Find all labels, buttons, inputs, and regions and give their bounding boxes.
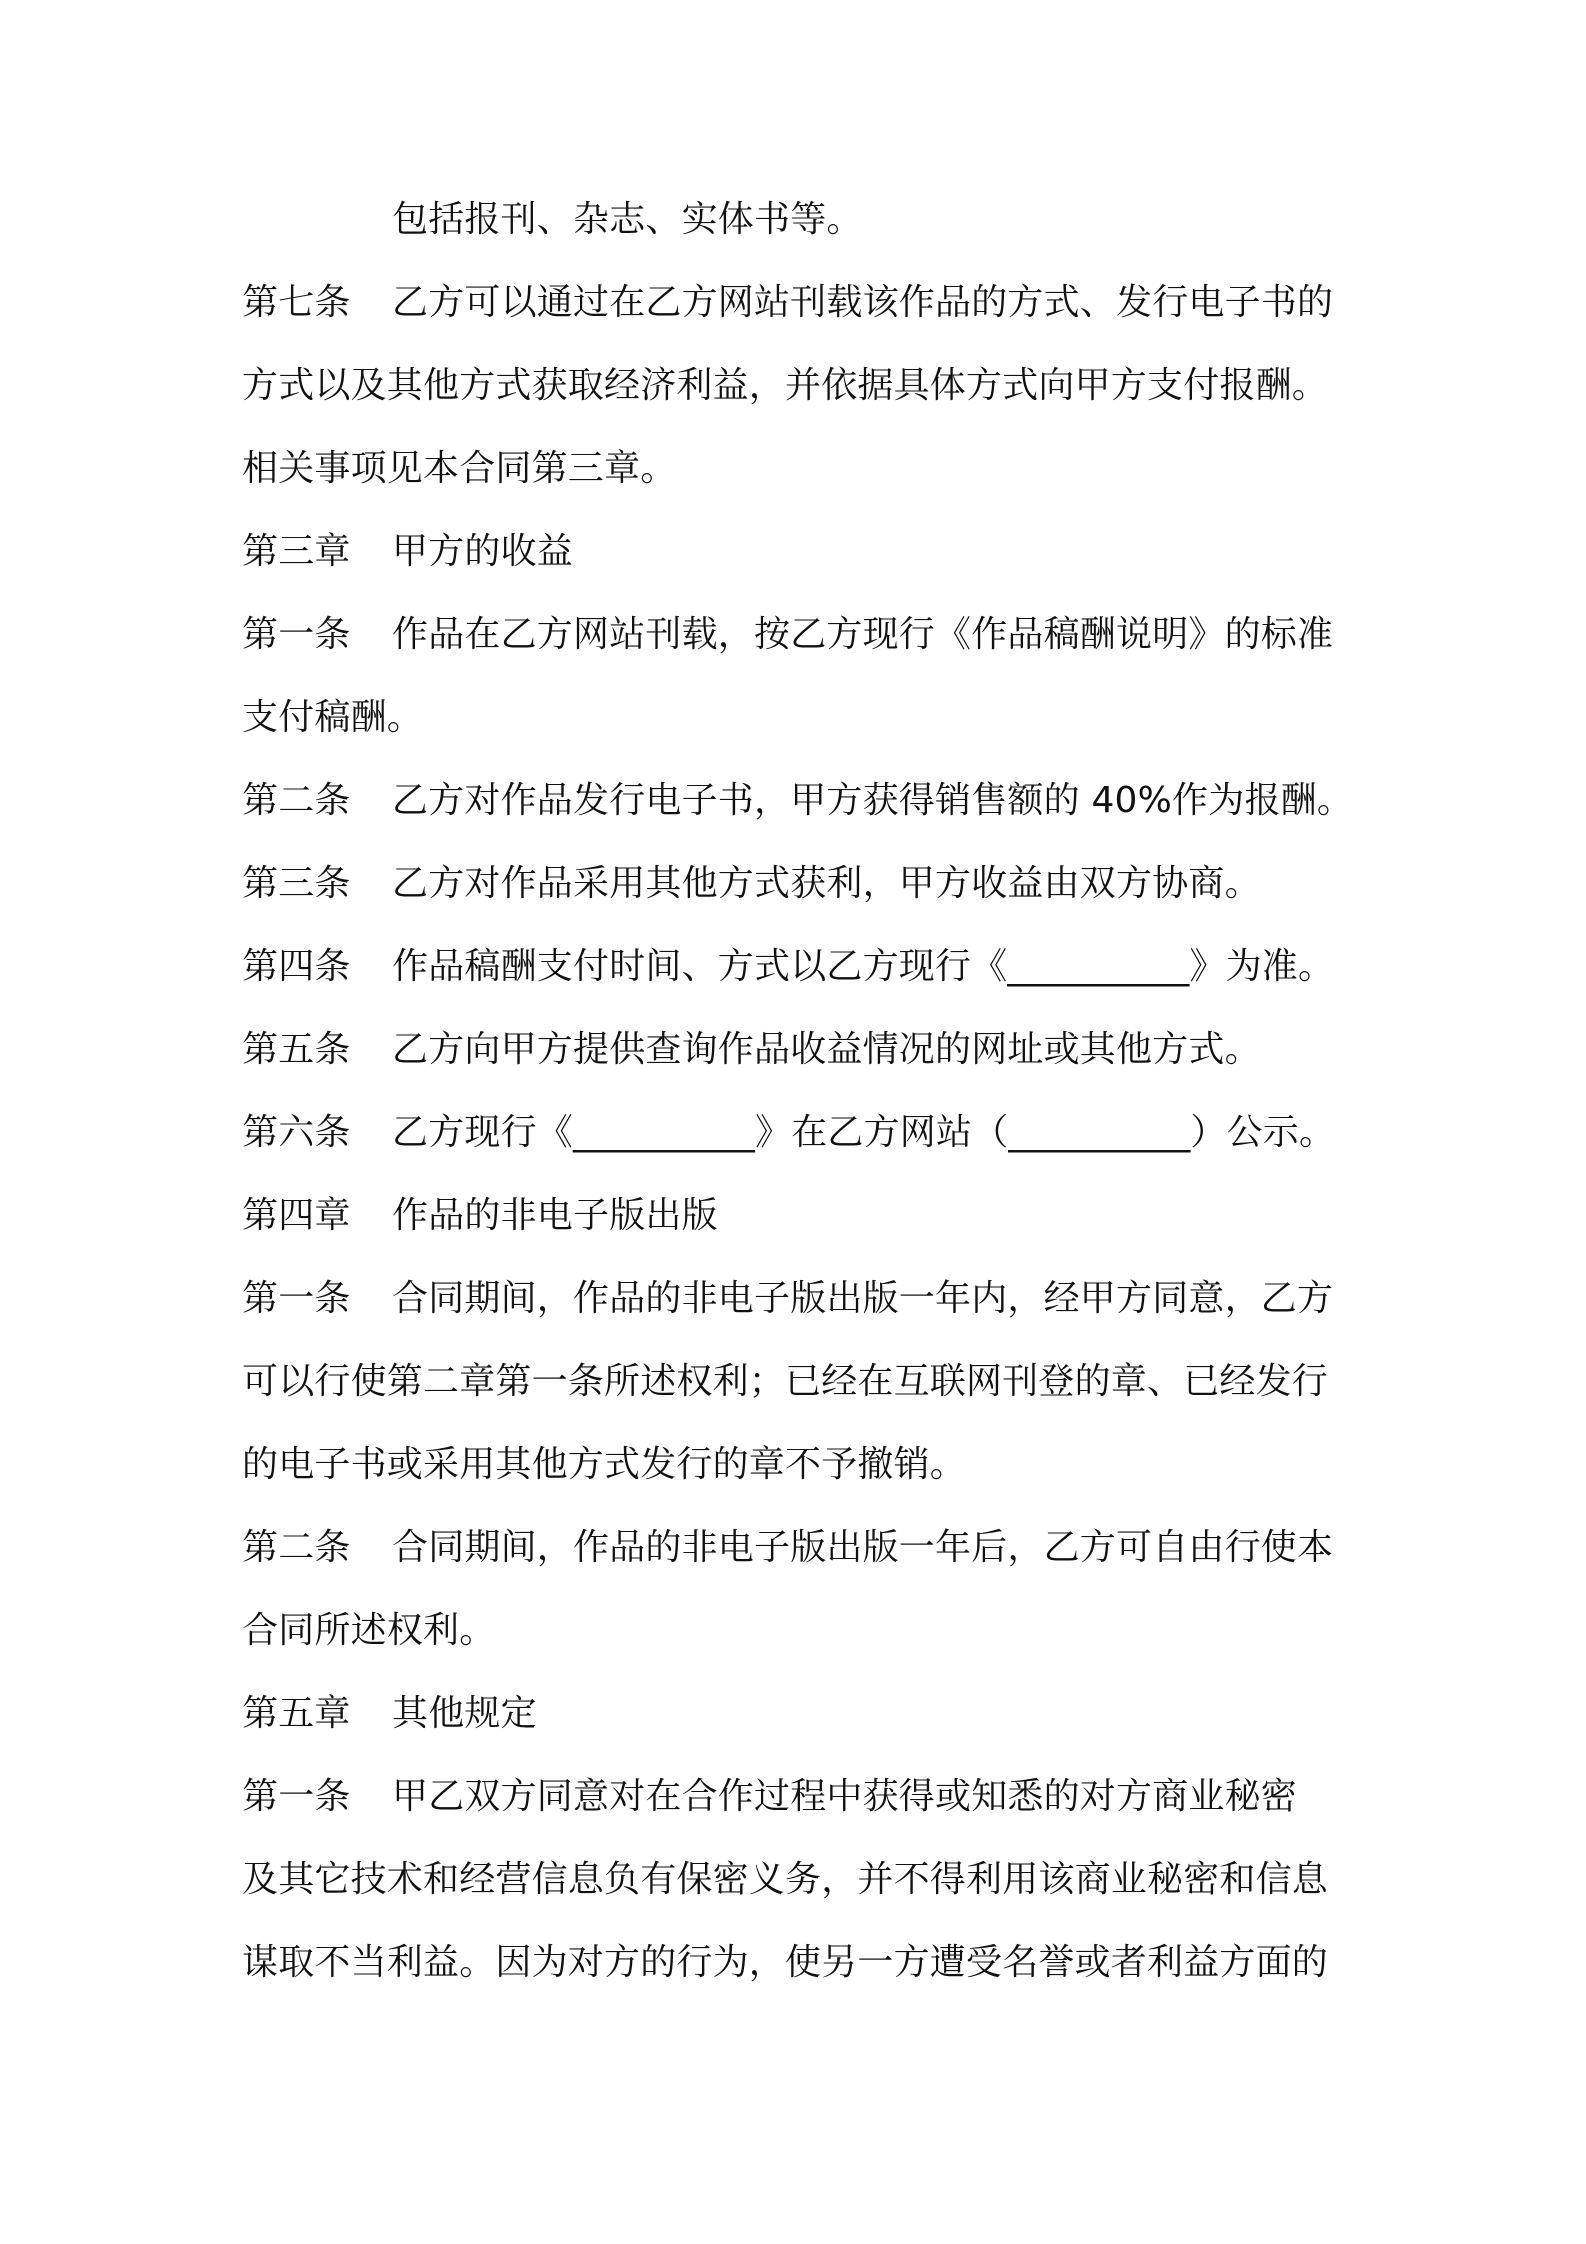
text-line [242, 1435, 966, 1495]
clause-label: 第一条 [242, 1278, 351, 1319]
text-line [242, 1103, 1335, 1163]
chapter-label: 第五章 [242, 1693, 351, 1734]
clause-text: 乙方对作品采用其他方式获利，甲方收益由双方协商。 [392, 863, 1261, 904]
chapter-title: 甲方的收益 [392, 531, 574, 572]
clause-label: 第六条 [242, 1112, 351, 1153]
clause-text: 相关事项见本合同第三章。 [242, 448, 677, 489]
clause-label: 第二条 [242, 780, 351, 821]
clause-text: 作品在乙方网站刊载，按乙方现行《作品稿酬说明》的标准 [392, 614, 1334, 655]
chapter-label: 第四章 [242, 1195, 351, 1236]
clause-text: 谋取不当利益。因为对方的行为，使另一方遭受名誉或者利益方面的 [242, 1942, 1329, 1983]
text-line [242, 1601, 495, 1661]
text-line [242, 356, 1328, 416]
clause-text: 乙方向甲方提供查询作品收益情况的网址或其他方式。 [392, 1029, 1261, 1070]
text-line [242, 1352, 1328, 1412]
clause-text: 可以行使第二章第一条所述权利；已经在互联网刊登的章、已经发行 [242, 1361, 1329, 1402]
clause-label: 第三条 [242, 863, 351, 904]
text-line [242, 1933, 1328, 1993]
chapter-title: 其他规定 [392, 1693, 537, 1734]
clause-label: 第四条 [242, 946, 351, 987]
clause-text: 合同所述权利。 [242, 1610, 496, 1651]
text-line [242, 1850, 1328, 1910]
clause-label: 第五条 [242, 1029, 351, 1070]
clause-text: 方式以及其他方式获取经济利益，并依据具体方式向甲方支付报酬。 [242, 365, 1329, 406]
clause-label: 第七条 [242, 282, 351, 323]
clause-text: 甲乙双方同意对在合作过程中获得或知悉的对方商业秘密 [392, 1776, 1298, 1817]
text-line [242, 854, 1261, 914]
text-line [242, 439, 676, 499]
chapter-heading [242, 1186, 718, 1246]
text-line [242, 1767, 1297, 1827]
chapter-heading [242, 522, 573, 582]
text-line [242, 937, 1334, 997]
text-line [242, 1518, 1333, 1578]
clause-label: 第一条 [242, 614, 351, 655]
clause-label: 第二条 [242, 1527, 351, 1568]
chapter-title: 作品的非电子版出版 [392, 1195, 718, 1236]
clause-text: 乙方对作品发行电子书，甲方获得销售额的 40%作为报酬。 [392, 780, 1354, 821]
clause-text: 合同期间，作品的非电子版出版一年内，经甲方同意，乙方 [392, 1278, 1334, 1319]
clause-text: 包括报刊、杂志、实体书等。 [392, 199, 863, 240]
clause-text: 合同期间，作品的非电子版出版一年后，乙方可自由行使本 [392, 1527, 1334, 1568]
text-line [242, 771, 1353, 831]
text-line [242, 688, 423, 748]
text-line [242, 1269, 1333, 1329]
clause-text: 支付稿酬。 [242, 697, 424, 738]
clause-text: 乙方可以通过在乙方网站刊载该作品的方式、发行电子书的 [392, 282, 1334, 323]
text-line [242, 1020, 1261, 1080]
chapter-heading [242, 1684, 537, 1744]
clause-label: 第一条 [242, 1776, 351, 1817]
text-line [242, 273, 1333, 333]
text-line [242, 190, 863, 250]
clause-text: 乙方现行《__________》在乙方网站（__________）公示。 [392, 1112, 1336, 1153]
text-line [242, 605, 1333, 665]
clause-text: 的电子书或采用其他方式发行的章不予撤销。 [242, 1444, 967, 1485]
clause-text: 及其它技术和经营信息负有保密义务，并不得利用该商业秘密和信息 [242, 1859, 1329, 1900]
clause-text: 作品稿酬支付时间、方式以乙方现行《__________》为准。 [392, 946, 1335, 987]
chapter-label: 第三章 [242, 531, 351, 572]
